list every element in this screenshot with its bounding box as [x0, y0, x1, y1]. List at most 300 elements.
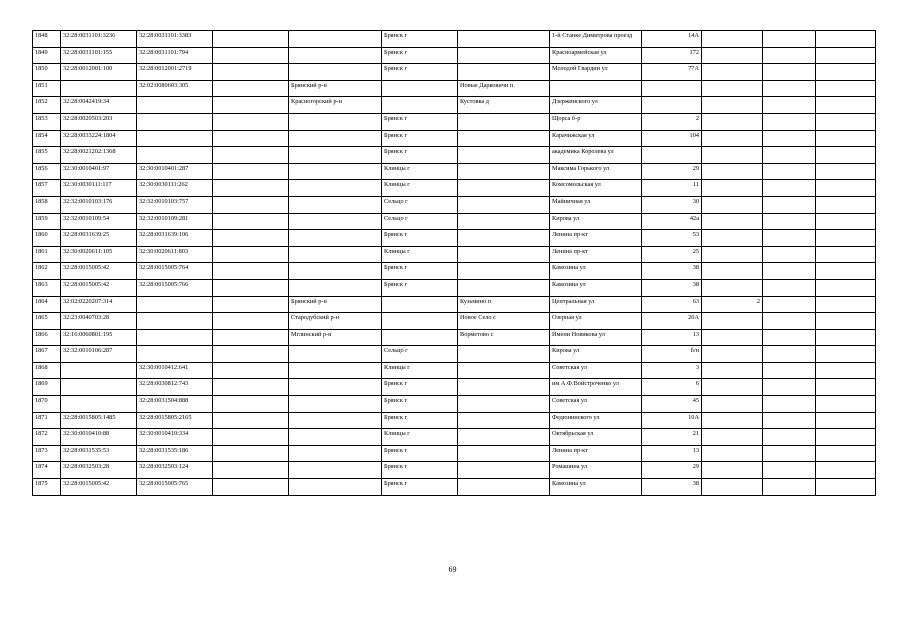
district-cell: [289, 279, 382, 296]
cadastral-number-building: 32:28:0015005:766: [137, 279, 213, 296]
row-number: 1851: [33, 80, 61, 97]
street-cell: им А.Ф.Войстроченко ул: [550, 379, 642, 396]
district-cell: [289, 462, 382, 479]
settlement-cell: [458, 379, 550, 396]
street-cell: Ленина пр-кт: [550, 246, 642, 263]
cadastral-number-land: 32:28:0012001:100: [61, 64, 137, 81]
district-cell: [289, 379, 382, 396]
district-cell: Мглинский р-н: [289, 329, 382, 346]
row-number: 1874: [33, 462, 61, 479]
city-cell: Брянск г: [382, 279, 458, 296]
cadastral-number-land: 32:32:0010109:54: [61, 213, 137, 230]
street-cell: Максима Горького ул: [550, 163, 642, 180]
extra-cell: [763, 147, 816, 164]
city-cell: Брянск г: [382, 31, 458, 48]
blank-cell: [213, 412, 289, 429]
blank-cell: [213, 213, 289, 230]
row-number: 1871: [33, 412, 61, 429]
table-row: [33, 163, 876, 180]
house-number-cell: 14А: [642, 31, 702, 48]
row-number: 1873: [33, 445, 61, 462]
extra-cell: [763, 64, 816, 81]
blank-cell: [213, 163, 289, 180]
settlement-cell: [458, 412, 550, 429]
cadastral-number-building: 32:28:0031101:794: [137, 47, 213, 64]
extra-cell: [816, 147, 876, 164]
table-row: [33, 313, 876, 330]
extra-cell: [763, 279, 816, 296]
cadastral-number-building: 32:28:0015005:764: [137, 263, 213, 280]
building-cell: [702, 313, 763, 330]
district-cell: [289, 163, 382, 180]
extra-cell: [763, 163, 816, 180]
district-cell: [289, 429, 382, 446]
settlement-cell: [458, 263, 550, 280]
house-number-cell: 3: [642, 362, 702, 379]
extra-cell: [816, 213, 876, 230]
cadastral-number-building: [137, 97, 213, 114]
street-cell: Майничная ул: [550, 196, 642, 213]
cadastral-number-land: 32:28:0031535:53: [61, 445, 137, 462]
house-number-cell: 20А: [642, 313, 702, 330]
cadastral-number-building: 32:30:0010401:287: [137, 163, 213, 180]
house-number-cell: 77А: [642, 64, 702, 81]
house-number-cell: 38: [642, 479, 702, 496]
house-number-cell: 11: [642, 180, 702, 197]
district-cell: [289, 180, 382, 197]
city-cell: Сельцо г: [382, 346, 458, 363]
district-cell: Красногорский р-н: [289, 97, 382, 114]
house-number-cell: б/н: [642, 346, 702, 363]
cadastral-number-land: 32:28:0042419:34: [61, 97, 137, 114]
cadastral-number-building: [137, 130, 213, 147]
city-cell: Клинцы г: [382, 163, 458, 180]
extra-cell: [816, 263, 876, 280]
blank-cell: [213, 147, 289, 164]
house-number-cell: 29: [642, 163, 702, 180]
settlement-cell: [458, 445, 550, 462]
house-number-cell: 21: [642, 429, 702, 446]
settlement-cell: [458, 279, 550, 296]
city-cell: [382, 313, 458, 330]
city-cell: Брянск г: [382, 412, 458, 429]
building-cell: [702, 97, 763, 114]
street-cell: Комсомольская ул: [550, 180, 642, 197]
extra-cell: [763, 412, 816, 429]
city-cell: Клинцы г: [382, 246, 458, 263]
cadastral-number-building: 32:28:0015005:765: [137, 479, 213, 496]
row-number: 1857: [33, 180, 61, 197]
extra-cell: [816, 31, 876, 48]
district-cell: [289, 362, 382, 379]
extra-cell: [816, 346, 876, 363]
building-cell: [702, 230, 763, 247]
building-cell: [702, 31, 763, 48]
table-row: [33, 196, 876, 213]
extra-cell: [763, 396, 816, 413]
extra-cell: [763, 97, 816, 114]
blank-cell: [213, 80, 289, 97]
building-cell: [702, 113, 763, 130]
blank-cell: [213, 396, 289, 413]
settlement-cell: [458, 429, 550, 446]
blank-cell: [213, 462, 289, 479]
cadastral-number-land: 32:32:0010106:287: [61, 346, 137, 363]
row-number: 1872: [33, 429, 61, 446]
page-number: 69: [448, 565, 457, 574]
extra-cell: [816, 279, 876, 296]
extra-cell: [816, 362, 876, 379]
district-cell: [289, 213, 382, 230]
street-cell: Ленина пр-кт: [550, 445, 642, 462]
table-row: [33, 412, 876, 429]
cadastral-number-land: 32:28:0015805:1485: [61, 412, 137, 429]
settlement-cell: [458, 130, 550, 147]
row-number: 1868: [33, 362, 61, 379]
extra-cell: [763, 313, 816, 330]
cadastral-number-land: 32:28:0031101:155: [61, 47, 137, 64]
building-cell: [702, 429, 763, 446]
extra-cell: [763, 180, 816, 197]
table-row: [33, 230, 876, 247]
district-cell: Брянский р-н: [289, 80, 382, 97]
extra-cell: [816, 296, 876, 313]
settlement-cell: [458, 113, 550, 130]
house-number-cell: 42а: [642, 213, 702, 230]
cadastral-number-land: [61, 379, 137, 396]
settlement-cell: [458, 64, 550, 81]
building-cell: 2: [702, 296, 763, 313]
table-row: [33, 429, 876, 446]
blank-cell: [213, 296, 289, 313]
extra-cell: [763, 379, 816, 396]
cadastral-number-building: 32:30:0030111:262: [137, 180, 213, 197]
building-cell: [702, 180, 763, 197]
table-row: [33, 263, 876, 280]
district-cell: [289, 346, 382, 363]
house-number-cell: 38: [642, 263, 702, 280]
settlement-cell: [458, 362, 550, 379]
blank-cell: [213, 429, 289, 446]
register-body: [33, 31, 876, 496]
house-number-cell: 30: [642, 196, 702, 213]
extra-cell: [816, 196, 876, 213]
cadastral-number-land: 32:30:0010401:97: [61, 163, 137, 180]
street-cell: 1-й Станке Димитрова проезд: [550, 31, 642, 48]
settlement-cell: Кустовка д: [458, 97, 550, 114]
extra-cell: [763, 429, 816, 446]
house-number-cell: 13: [642, 445, 702, 462]
extra-cell: [816, 412, 876, 429]
extra-cell: [816, 246, 876, 263]
cadastral-number-building: 32:30:0010410:334: [137, 429, 213, 446]
district-cell: [289, 196, 382, 213]
city-cell: Брянск г: [382, 462, 458, 479]
street-cell: Кирова ул: [550, 213, 642, 230]
table-row: [33, 346, 876, 363]
city-cell: Клинцы г: [382, 362, 458, 379]
extra-cell: [763, 47, 816, 64]
table-row: [33, 479, 876, 496]
house-number-cell: 10А: [642, 412, 702, 429]
extra-cell: [763, 263, 816, 280]
table-row: [33, 379, 876, 396]
row-number: 1861: [33, 246, 61, 263]
district-cell: [289, 47, 382, 64]
blank-cell: [213, 97, 289, 114]
extra-cell: [763, 230, 816, 247]
cadastral-number-building: 32:02:0080603:305: [137, 80, 213, 97]
district-cell: [289, 412, 382, 429]
extra-cell: [763, 130, 816, 147]
city-cell: Брянск г: [382, 479, 458, 496]
extra-cell: [763, 113, 816, 130]
table-row: [33, 47, 876, 64]
city-cell: Брянск г: [382, 64, 458, 81]
row-number: 1870: [33, 396, 61, 413]
building-cell: [702, 346, 763, 363]
street-cell: Молодой Гвардии ул: [550, 64, 642, 81]
cadastral-number-building: 32:28:0030812:743: [137, 379, 213, 396]
extra-cell: [816, 97, 876, 114]
house-number-cell: [642, 147, 702, 164]
row-number: 1865: [33, 313, 61, 330]
row-number: 1855: [33, 147, 61, 164]
building-cell: [702, 80, 763, 97]
street-cell: Щорса б-р: [550, 113, 642, 130]
table-row: [33, 296, 876, 313]
house-number-cell: 13: [642, 329, 702, 346]
settlement-cell: [458, 462, 550, 479]
settlement-cell: [458, 147, 550, 164]
building-cell: [702, 130, 763, 147]
row-number: 1875: [33, 479, 61, 496]
street-cell: Ленина пр-кт: [550, 230, 642, 247]
cadastral-number-land: 32:28:0015005:42: [61, 263, 137, 280]
cadastral-number-building: [137, 296, 213, 313]
cadastral-number-building: [137, 113, 213, 130]
house-number-cell: 63: [642, 296, 702, 313]
settlement-cell: [458, 479, 550, 496]
district-cell: [289, 263, 382, 280]
street-cell: Федюнинского ул: [550, 412, 642, 429]
street-cell: Камозина ул: [550, 263, 642, 280]
table-row: [33, 445, 876, 462]
extra-cell: [763, 346, 816, 363]
cadastral-number-building: 32:28:0031535:186: [137, 445, 213, 462]
row-number: 1864: [33, 296, 61, 313]
table-row: [33, 130, 876, 147]
row-number: 1850: [33, 64, 61, 81]
extra-cell: [816, 329, 876, 346]
row-number: 1863: [33, 279, 61, 296]
district-cell: [289, 396, 382, 413]
table-row: [33, 31, 876, 48]
street-cell: Ромашина ул: [550, 462, 642, 479]
street-cell: Советская ул: [550, 396, 642, 413]
row-number: 1869: [33, 379, 61, 396]
table-row: [33, 180, 876, 197]
house-number-cell: [642, 97, 702, 114]
district-cell: [289, 479, 382, 496]
street-cell: Камозина ул: [550, 479, 642, 496]
house-number-cell: 104: [642, 130, 702, 147]
cadastral-number-land: 32:28:0031101:3236: [61, 31, 137, 48]
street-cell: Дзержинского ул: [550, 97, 642, 114]
cadastral-number-building: 32:28:0031504:888: [137, 396, 213, 413]
building-cell: [702, 213, 763, 230]
blank-cell: [213, 362, 289, 379]
district-cell: [289, 147, 382, 164]
building-cell: [702, 379, 763, 396]
street-cell: Красноармейская ул: [550, 47, 642, 64]
extra-cell: [816, 130, 876, 147]
settlement-cell: [458, 163, 550, 180]
extra-cell: [763, 445, 816, 462]
cadastral-number-building: [137, 346, 213, 363]
cadastral-number-building: 32:28:0031639:106: [137, 230, 213, 247]
table-row: [33, 97, 876, 114]
settlement-cell: [458, 47, 550, 64]
cadastral-number-land: 32:30:0020611:105: [61, 246, 137, 263]
settlement-cell: [458, 396, 550, 413]
blank-cell: [213, 196, 289, 213]
building-cell: [702, 479, 763, 496]
table-row: [33, 329, 876, 346]
city-cell: Брянск г: [382, 379, 458, 396]
table-row: [33, 462, 876, 479]
building-cell: [702, 47, 763, 64]
register-table: [32, 30, 876, 496]
district-cell: [289, 130, 382, 147]
street-cell: Камозина ул: [550, 279, 642, 296]
district-cell: [289, 113, 382, 130]
city-cell: Брянск г: [382, 113, 458, 130]
extra-cell: [763, 479, 816, 496]
cadastral-number-land: 32:16:0060801:195: [61, 329, 137, 346]
blank-cell: [213, 64, 289, 81]
building-cell: [702, 462, 763, 479]
street-cell: Октябрьская ул: [550, 429, 642, 446]
city-cell: Сельцо г: [382, 213, 458, 230]
building-cell: [702, 362, 763, 379]
row-number: 1866: [33, 329, 61, 346]
city-cell: Клинцы г: [382, 429, 458, 446]
extra-cell: [816, 313, 876, 330]
cadastral-number-land: 32:02:0220207:314: [61, 296, 137, 313]
building-cell: [702, 329, 763, 346]
house-number-cell: 38: [642, 279, 702, 296]
building-cell: [702, 263, 763, 280]
extra-cell: [763, 362, 816, 379]
settlement-cell: Ворметово с: [458, 329, 550, 346]
settlement-cell: Новое Село с: [458, 313, 550, 330]
row-number: 1852: [33, 97, 61, 114]
settlement-cell: [458, 246, 550, 263]
city-cell: Брянск г: [382, 263, 458, 280]
blank-cell: [213, 47, 289, 64]
row-number: 1858: [33, 196, 61, 213]
house-number-cell: 29: [642, 462, 702, 479]
table-row: [33, 279, 876, 296]
house-number-cell: 53: [642, 230, 702, 247]
row-number: 1849: [33, 47, 61, 64]
cadastral-number-land: [61, 80, 137, 97]
table-row: [33, 147, 876, 164]
cadastral-number-land: 32:28:0015005:42: [61, 479, 137, 496]
extra-cell: [763, 296, 816, 313]
extra-cell: [816, 396, 876, 413]
cadastral-number-land: [61, 396, 137, 413]
table-row: [33, 362, 876, 379]
house-number-cell: 45: [642, 396, 702, 413]
cadastral-number-building: 32:28:0015805:2165: [137, 412, 213, 429]
city-cell: [382, 329, 458, 346]
extra-cell: [763, 213, 816, 230]
city-cell: Брянск г: [382, 445, 458, 462]
cadastral-number-land: 32:30:0030111:117: [61, 180, 137, 197]
extra-cell: [763, 329, 816, 346]
city-cell: Брянск г: [382, 47, 458, 64]
street-cell: Озерная ул: [550, 313, 642, 330]
settlement-cell: [458, 346, 550, 363]
cadastral-number-building: 32:32:0010109:281: [137, 213, 213, 230]
building-cell: [702, 163, 763, 180]
row-number: 1867: [33, 346, 61, 363]
blank-cell: [213, 113, 289, 130]
cadastral-number-land: 32:28:0033224:1804: [61, 130, 137, 147]
extra-cell: [763, 31, 816, 48]
row-number: 1854: [33, 130, 61, 147]
city-cell: Брянск г: [382, 230, 458, 247]
city-cell: Брянск г: [382, 147, 458, 164]
table-row: [33, 246, 876, 263]
extra-cell: [816, 462, 876, 479]
cadastral-number-building: [137, 147, 213, 164]
extra-cell: [816, 429, 876, 446]
building-cell: [702, 64, 763, 81]
row-number: 1856: [33, 163, 61, 180]
district-cell: [289, 64, 382, 81]
building-cell: [702, 396, 763, 413]
settlement-cell: [458, 230, 550, 247]
extra-cell: [816, 180, 876, 197]
settlement-cell: [458, 31, 550, 48]
city-cell: [382, 296, 458, 313]
cadastral-number-land: 32:28:0021202:1368: [61, 147, 137, 164]
row-number: 1859: [33, 213, 61, 230]
extra-cell: [763, 80, 816, 97]
blank-cell: [213, 279, 289, 296]
blank-cell: [213, 130, 289, 147]
blank-cell: [213, 31, 289, 48]
cadastral-number-building: [137, 313, 213, 330]
street-cell: Центральная ул: [550, 296, 642, 313]
blank-cell: [213, 263, 289, 280]
extra-cell: [763, 196, 816, 213]
city-cell: Клинцы г: [382, 180, 458, 197]
blank-cell: [213, 445, 289, 462]
cadastral-number-land: 32:32:0010103:176: [61, 196, 137, 213]
extra-cell: [816, 64, 876, 81]
city-cell: Сельцо г: [382, 196, 458, 213]
building-cell: [702, 147, 763, 164]
extra-cell: [816, 163, 876, 180]
row-number: 1860: [33, 230, 61, 247]
blank-cell: [213, 180, 289, 197]
city-cell: Брянск г: [382, 130, 458, 147]
cadastral-number-building: 32:28:0031101:3383: [137, 31, 213, 48]
